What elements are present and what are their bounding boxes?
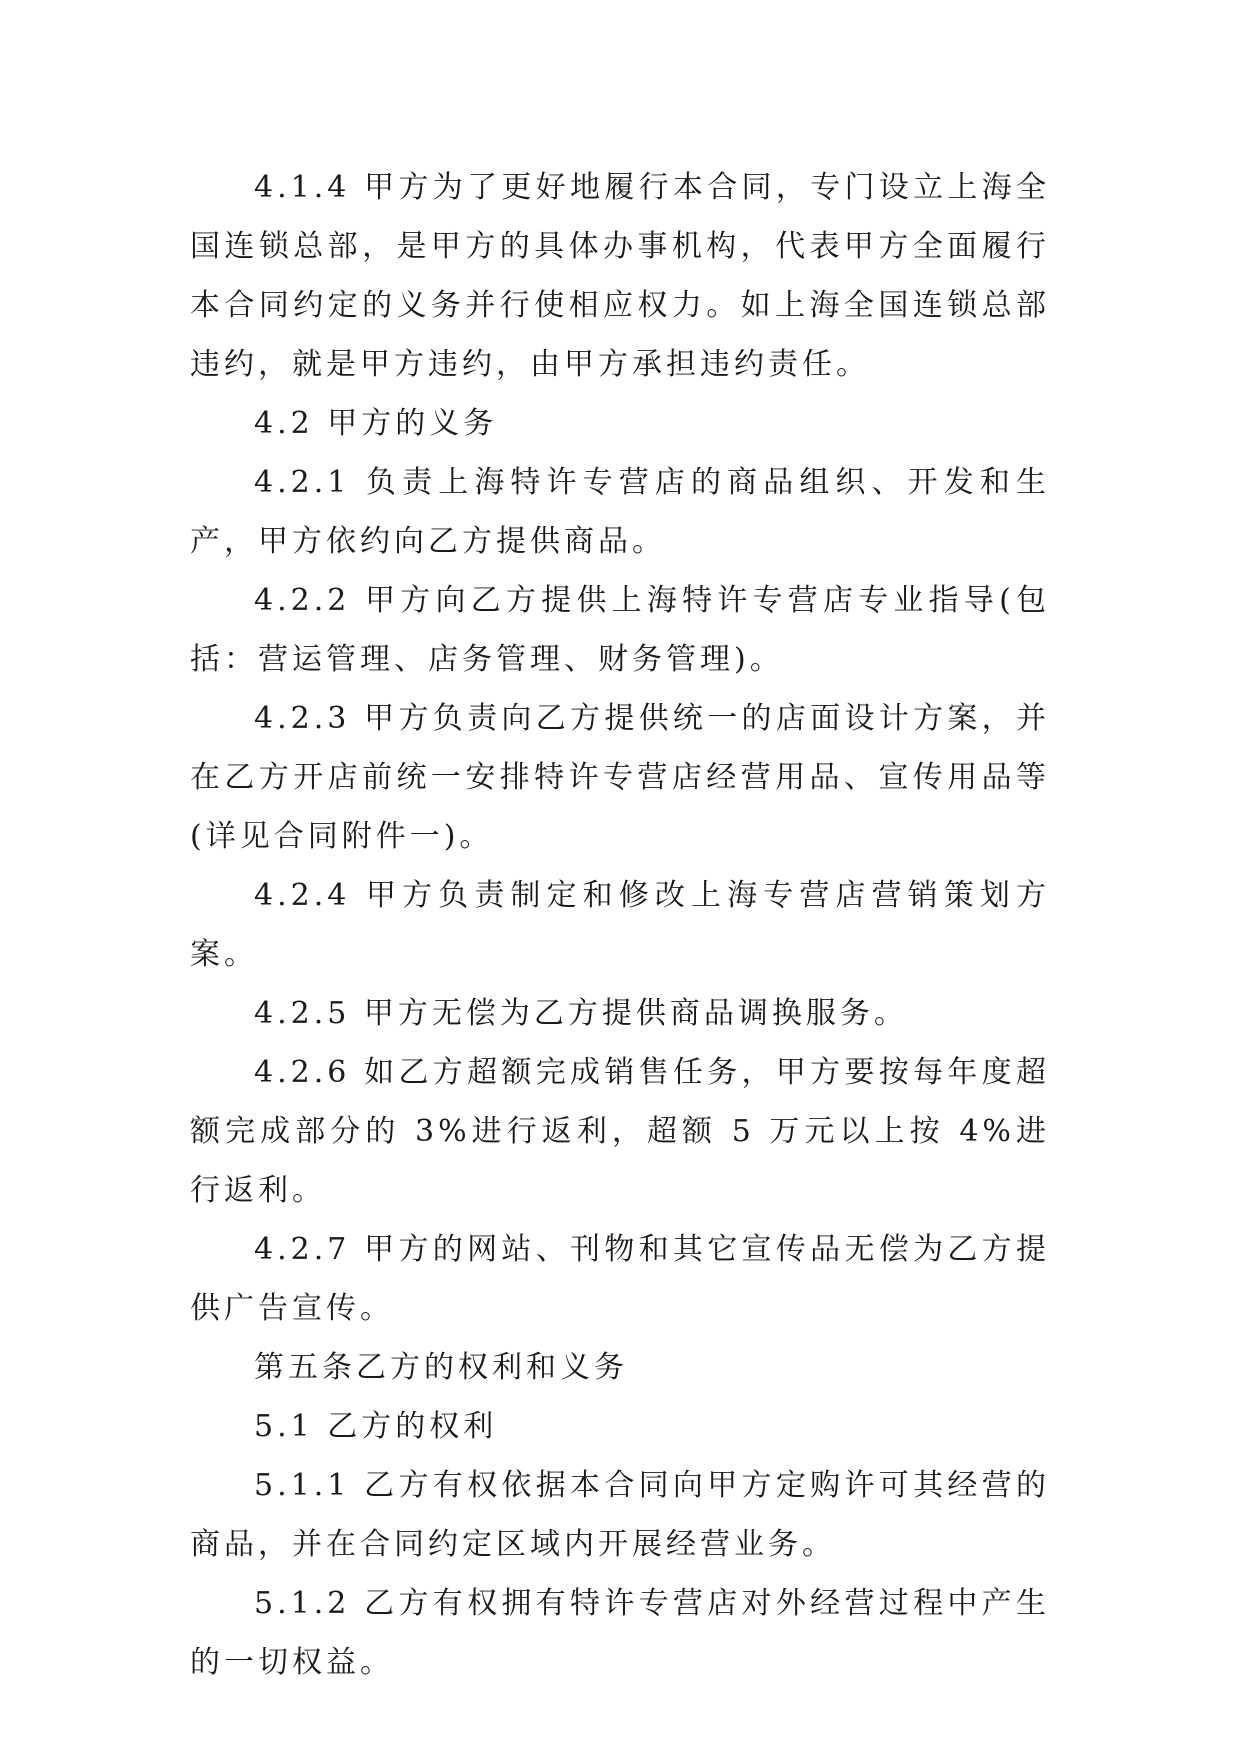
paragraph-4-2-6: 4.2.6 如乙方超额完成销售任务，甲方要按每年度超额完成部分的 3%进行返利，超额 5 万元以上按 4%进行返利。	[190, 1055, 1050, 1208]
paragraph-5-1-2: 5.1.2 乙方有权拥有特许专营店对外经营过程中产生的一切权益。	[190, 1586, 1050, 1680]
paragraph-5-1-1: 5.1.1 乙方有权依据本合同向甲方定购许可其经营的商品，并在合同约定区域内开展经营业务。	[190, 1468, 1050, 1562]
paragraph-4-2-1: 4.2.1 负责上海特许专营店的商品组织、开发和生产，甲方依约向乙方提供商品。	[190, 465, 1050, 559]
paragraph-4-2-3: 4.2.3 甲方负责向乙方提供统一的店面设计方案，并在乙方开店前统一安排特许专营店经营用品、宣传用品等(详见合同附件一)。	[190, 701, 1050, 854]
paragraph-4-1-4: 4.1.4 甲方为了更好地履行本合同，专门设立上海全国连锁总部，是甲方的具体办事机构，代表甲方全面履行本合同约定的义务并行使相应权力。如上海全国连锁总部违约，就是甲方违约，由甲方承担违约责任。	[190, 170, 1050, 382]
paragraph-4-2-7: 4.2.7 甲方的网站、刊物和其它宣传品无偿为乙方提供广告宣传。	[190, 1232, 1050, 1326]
article-5-heading: 第五条乙方的权利和义务	[254, 1350, 628, 1385]
paragraph-4-2-4: 4.2.4 甲方负责制定和修改上海专营店营销策划方案。	[190, 878, 1050, 972]
heading-4-2: 4.2 甲方的义务	[254, 406, 498, 441]
document-body	[190, 158, 1050, 1692]
paragraph-4-2-5: 4.2.5 甲方无偿为乙方提供商品调换服务。	[254, 996, 908, 1031]
heading-5-1: 5.1 乙方的权利	[254, 1409, 498, 1444]
paragraph-4-2-2: 4.2.2 甲方向乙方提供上海特许专营店专业指导(包括：营运管理、店务管理、财务管理)。	[190, 583, 1050, 677]
